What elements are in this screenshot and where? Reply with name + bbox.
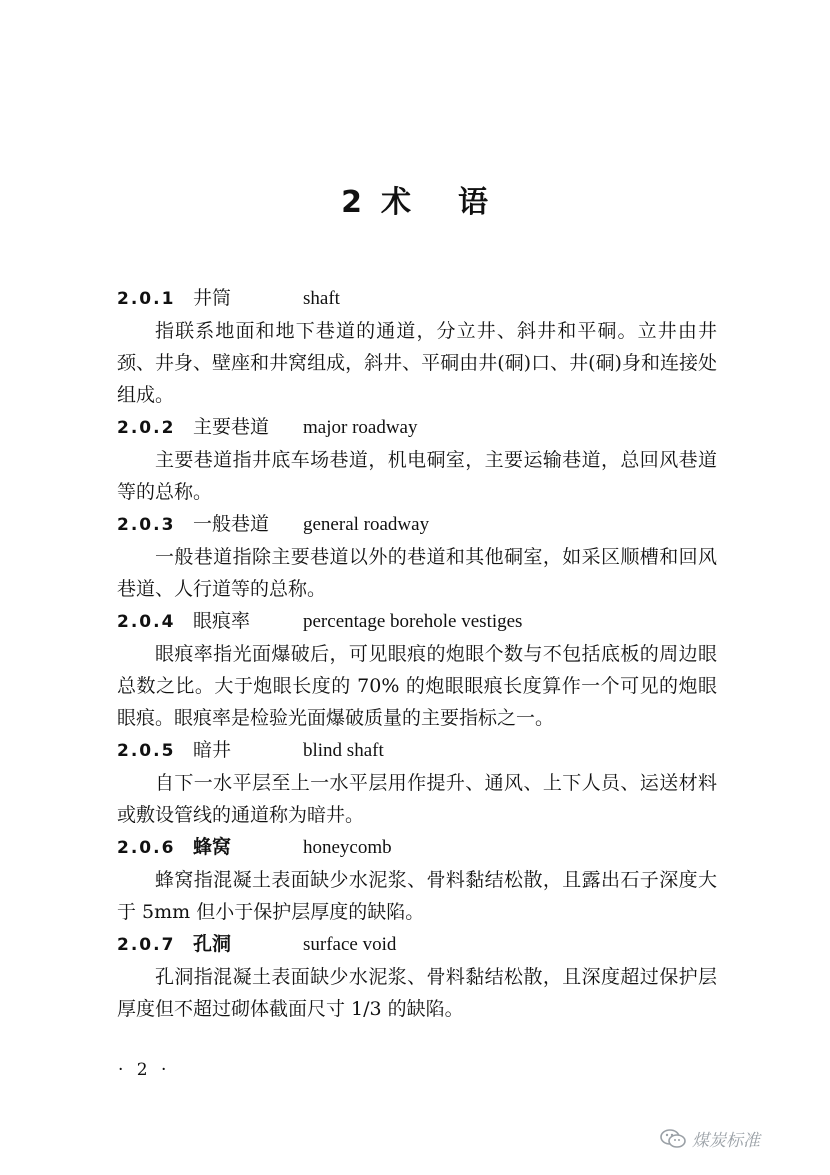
term-entry [117, 831, 717, 928]
term-description: 眼痕率指光面爆破后，可见眼痕的炮眼个数与不包括底板的周边眼总数之比。大于炮眼长度的 70% 的炮眼眼痕长度算作一个可见的炮眼眼痕。眼痕率是检验光面爆破质量的主要指标之一。 [117, 643, 717, 729]
watermark [660, 1126, 760, 1151]
term-heading [117, 831, 717, 864]
term-description: 指联系地面和地下巷道的通道，分立井、斜井和平硐。立井由井颈、井身、壁座和井窝组成，斜井、平硐由井(硐)口、井(硐)身和连接处组成。 [117, 320, 717, 406]
wechat-icon [660, 1129, 686, 1149]
term-chinese: 眼痕率 [193, 610, 251, 632]
terms-list [117, 282, 717, 1025]
term-english: major roadway [303, 417, 418, 438]
term-number: 2.0.4 [117, 612, 176, 632]
term-number: 2.0.3 [117, 515, 176, 535]
term-entry [117, 928, 717, 1025]
term-entry [117, 411, 717, 508]
term-entry [117, 734, 717, 831]
term-chinese: 主要巷道 [193, 416, 270, 438]
term-chinese: 一般巷道 [193, 513, 270, 535]
term-english: honeycomb [303, 837, 392, 858]
term-english: blind shaft [303, 740, 384, 761]
term-english: surface void [303, 934, 397, 955]
term-description: 蜂窝指混凝土表面缺少水泥浆、骨料黏结松散，且露出石子深度大于 5mm 但小于保护层厚度的缺陷。 [117, 869, 717, 923]
term-number: 2.0.2 [117, 418, 176, 438]
term-heading [117, 282, 717, 315]
term-number: 2.0.1 [117, 289, 176, 309]
chapter-title-part2: 语 [457, 185, 489, 220]
chapter-number: 2 [341, 185, 363, 220]
term-chinese: 井筒 [193, 287, 232, 309]
term-chinese: 暗井 [193, 739, 232, 761]
chapter-title-part1: 术 [380, 185, 412, 220]
page-number: · 2 · [118, 1060, 171, 1080]
term-chinese: 蜂窝 [193, 836, 232, 858]
term-number: 2.0.5 [117, 741, 176, 761]
term-chinese: 孔洞 [193, 933, 232, 955]
term-english: shaft [303, 288, 340, 309]
chapter-title [0, 183, 830, 223]
term-english: percentage borehole vestiges [303, 611, 523, 632]
term-heading [117, 734, 717, 767]
term-english: general roadway [303, 514, 430, 535]
term-heading [117, 411, 717, 444]
term-description: 自下一水平层至上一水平层用作提升、通风、上下人员、运送材料或敷设管线的通道称为暗井。 [117, 772, 717, 826]
term-description: 主要巷道指井底车场巷道，机电硐室，主要运输巷道，总回风巷道等的总称。 [117, 449, 717, 503]
term-heading [117, 605, 717, 638]
term-entry [117, 508, 717, 605]
term-description: 一般巷道指除主要巷道以外的巷道和其他硐室，如采区顺槽和回风巷道、人行道等的总称。 [117, 546, 717, 600]
term-entry [117, 282, 717, 411]
term-number: 2.0.6 [117, 838, 176, 858]
term-heading [117, 928, 717, 961]
watermark-text: 煤炭标准 [692, 1131, 760, 1151]
term-number: 2.0.7 [117, 935, 176, 955]
term-entry [117, 605, 717, 734]
term-heading [117, 508, 717, 541]
term-description: 孔洞指混凝土表面缺少水泥浆、骨料黏结松散，且深度超过保护层厚度但不超过砌体截面尺寸 1/3 的缺陷。 [117, 966, 717, 1020]
